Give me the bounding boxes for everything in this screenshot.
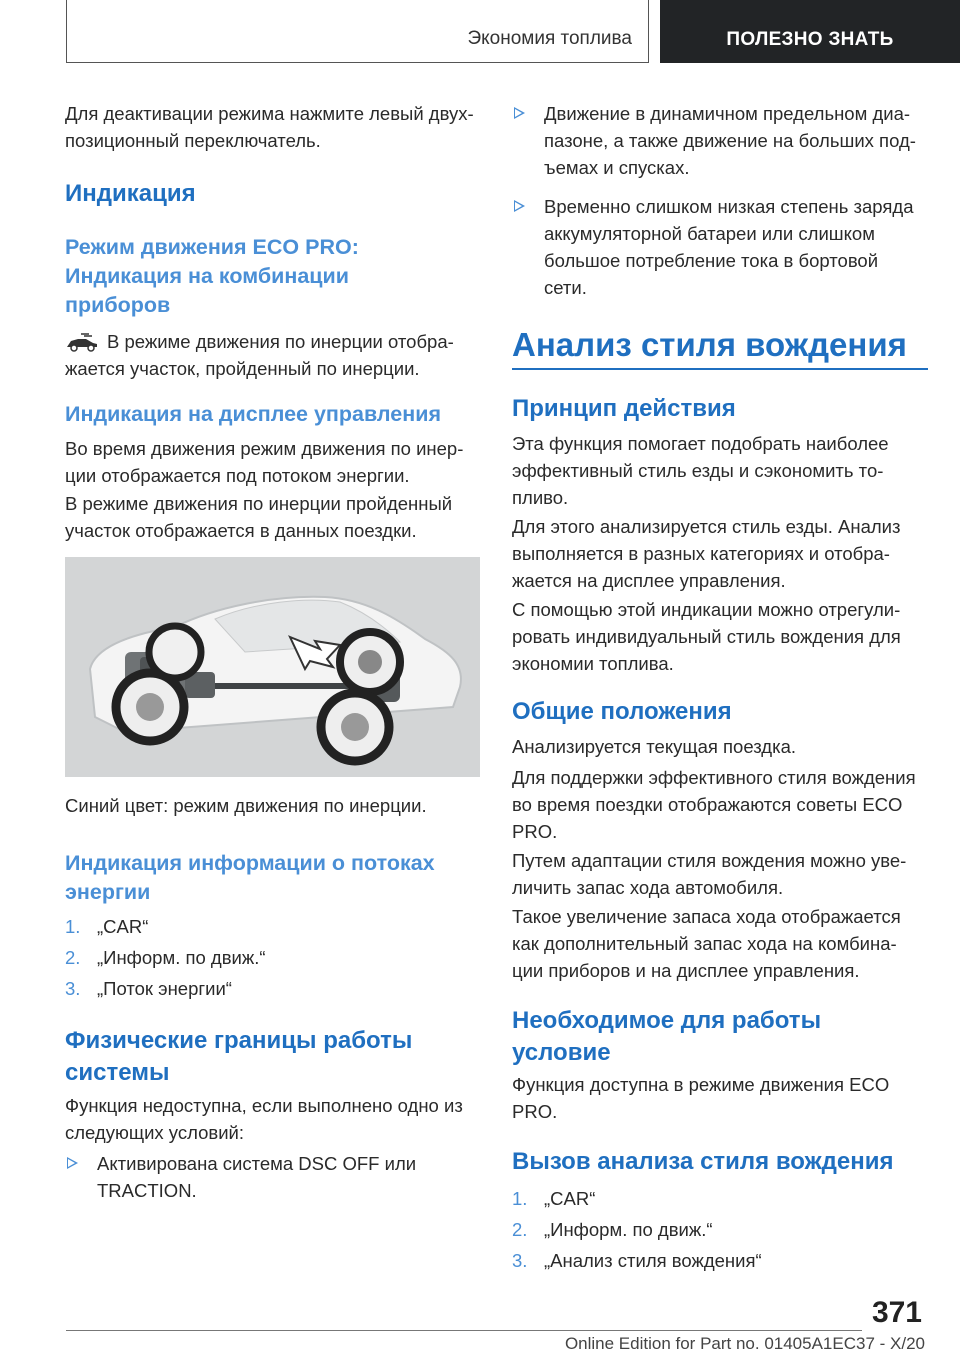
text-line: Для этого анализируется стиль езды. Анализ: [512, 516, 901, 537]
heading-eco-pro: [65, 233, 481, 320]
heading-text: Индикация на дисплее управления: [65, 402, 442, 426]
text-line: выполняется в разных категориях и отобра-: [512, 543, 890, 564]
page-number: 371: [871, 1296, 922, 1329]
section-tab: [66, 0, 649, 63]
list-text: „Информ. по движ.“: [97, 947, 266, 968]
list-text: „Поток энергии“: [97, 978, 232, 999]
heading-analysis: [512, 325, 928, 365]
list-item: [512, 100, 928, 181]
list-text: большое потребление тока в бортовой: [544, 250, 879, 271]
heading-text: Необходимое для работы: [512, 1007, 822, 1034]
text-line: PRO.: [512, 821, 558, 842]
text-line: следующих условий:: [65, 1122, 245, 1143]
list-text: „Информ. по движ.“: [544, 1219, 713, 1240]
text-line: PRO.: [512, 1101, 558, 1122]
list-text: ъемах и спусках.: [544, 157, 690, 178]
text-line: жается участок, пройденный по инерции.: [65, 358, 420, 379]
heading-text: Анализ стиля вождения: [512, 326, 907, 363]
list-number: 1.: [512, 1188, 528, 1209]
heading-text: условие: [512, 1039, 611, 1066]
list-number: 1.: [65, 916, 81, 937]
chapter-tab-label: ПОЛЕЗНО ЗНАТЬ: [726, 29, 894, 50]
heading-principle: [512, 394, 928, 424]
coasting-car-icon: [65, 332, 99, 352]
text-line: Путем адаптации стиля вождения можно уве-: [512, 850, 907, 871]
flow-steps-list: [65, 913, 481, 1002]
eco-paragraph: [65, 328, 481, 382]
bullet-triangle-icon: [514, 200, 525, 212]
text-line: Анализируется текущая поездка.: [512, 736, 797, 757]
text-line: ции приборов и на дисплее управления.: [512, 960, 860, 981]
text-line: пливо.: [512, 487, 569, 508]
heading-limits: [65, 1025, 481, 1089]
principle-paragraph-2: [512, 513, 928, 594]
list-item: [512, 193, 928, 301]
limits-list-continued: [512, 100, 928, 301]
text-line: ровать индивидуальный стиль вождения для: [512, 626, 901, 647]
heading-text: Вызов анализа стиля вождения: [512, 1148, 894, 1175]
text-line: ции отображается под потоком энергии.: [65, 465, 410, 486]
general-paragraph-4: [512, 903, 928, 984]
heading-energy-flow: [65, 849, 481, 907]
heading-call-analysis: [512, 1147, 928, 1177]
heading-text: Физические границы работы: [65, 1027, 413, 1054]
footer-divider: [66, 1330, 862, 1331]
text-line: жается на дисплее управления.: [512, 570, 786, 591]
text-line: Для поддержки эффективного стиля вождения: [512, 767, 916, 788]
list-item: [65, 913, 481, 940]
call-steps-list: [512, 1185, 928, 1274]
list-text: Активирована система DSC OFF или: [97, 1153, 417, 1174]
text-line: Функция недоступна, если выполнено одно из: [65, 1095, 463, 1116]
intro-paragraph: [65, 100, 481, 154]
general-paragraph-2: [512, 764, 928, 845]
text-line: В режиме движения по инерции отобра-: [107, 331, 454, 352]
display-paragraph-2: [65, 490, 481, 544]
list-text: „CAR“: [544, 1188, 596, 1209]
text-line: С помощью этой индикации можно отрегули-: [512, 599, 901, 620]
required-paragraph: [512, 1071, 928, 1125]
list-text: сети.: [544, 277, 587, 298]
heading-indication: [65, 179, 481, 209]
heading-text: Индикация информации о потоках: [65, 851, 435, 875]
bullet-triangle-icon: [67, 1157, 78, 1169]
bullet-triangle-icon: [514, 107, 525, 119]
heading-display: [65, 400, 481, 429]
list-text: аккумуляторной батареи или слишком: [544, 223, 875, 244]
heading-text: приборов: [65, 293, 171, 317]
footer-text: Online Edition for Part no. 01405A1EC37 - X/20: [564, 1334, 925, 1353]
text-line: Для деактивации режима нажмите левый двух-: [65, 103, 474, 124]
text-line: во время поездки отображаются советы ECO: [512, 794, 903, 815]
text-line: личить запас хода автомобиля.: [512, 877, 784, 898]
limits-list: [65, 1150, 481, 1204]
list-text: Движение в динамичном предельном диа-: [544, 103, 911, 124]
list-text: „Анализ стиля вождения“: [544, 1250, 762, 1271]
list-text: Временно слишком низкая степень заряда: [544, 196, 914, 217]
heading-text: энергии: [65, 880, 151, 904]
heading-required: [512, 1005, 928, 1069]
heading-text: Индикация: [65, 180, 196, 207]
text-line: В режиме движения по инерции пройденный: [65, 493, 453, 514]
list-text: „CAR“: [97, 916, 149, 937]
limits-paragraph: [65, 1092, 481, 1146]
chapter-tab: [660, 0, 960, 63]
list-item: [65, 975, 481, 1002]
text-line: экономии топлива.: [512, 653, 674, 674]
heading-text: системы: [65, 1059, 170, 1086]
principle-paragraph-1: [512, 430, 928, 511]
heading-text: Принцип действия: [512, 395, 736, 422]
figure-caption: [65, 792, 481, 819]
heading-rule: [512, 368, 928, 370]
list-item: [65, 1150, 481, 1204]
text-line: эффективный стиль езды и сэкономить то-: [512, 460, 884, 481]
display-paragraph-1: [65, 435, 481, 489]
car-illustration: [65, 557, 480, 777]
text-line: Во время движения режим движения по инер-: [65, 438, 464, 459]
text-line: позиционный переключатель.: [65, 130, 321, 151]
list-number: 3.: [65, 978, 81, 999]
text-line: Эта функция помогает подобрать наиболее: [512, 433, 889, 454]
list-number: 2.: [65, 947, 81, 968]
text-line: участок отображается в данных поездки.: [65, 520, 417, 541]
text-line: Функция доступна в режиме движения ECO: [512, 1074, 890, 1095]
list-text: TRACTION.: [97, 1180, 197, 1201]
list-number: 3.: [512, 1250, 528, 1271]
heading-text: Режим движения ECO PRO:: [65, 235, 359, 259]
list-item: [512, 1185, 928, 1212]
list-item: [65, 944, 481, 971]
heading-general: [512, 697, 928, 727]
section-tab-label: Экономия топлива: [467, 28, 632, 49]
list-text: пазоне, а также движение на больших под-: [544, 130, 916, 151]
list-item: [512, 1247, 928, 1274]
principle-paragraph-3: [512, 596, 928, 677]
text-line: Такое увеличение запаса хода отображается: [512, 906, 901, 927]
heading-text: Индикация на комбинации: [65, 264, 349, 288]
text-line: как дополнительный запас хода на комбина-: [512, 933, 897, 954]
caption-text: Синий цвет: режим движения по инерции.: [65, 795, 427, 816]
list-item: [512, 1216, 928, 1243]
general-paragraph-1: [512, 733, 928, 760]
list-number: 2.: [512, 1219, 528, 1240]
heading-text: Общие положения: [512, 698, 732, 725]
general-paragraph-3: [512, 847, 928, 901]
